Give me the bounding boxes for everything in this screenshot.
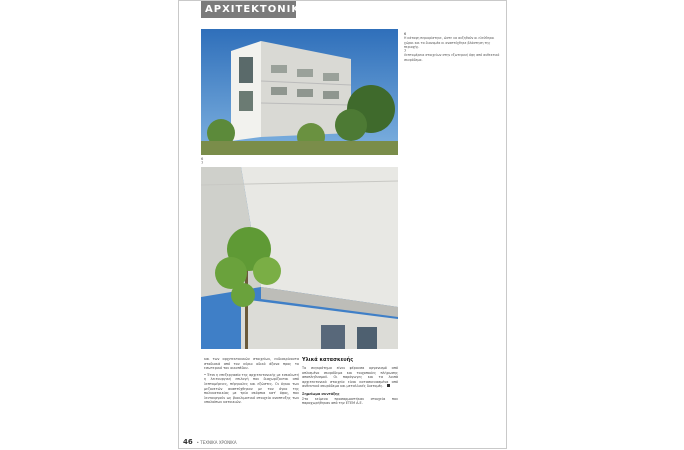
materials-text: Το συγκρότημα είναι φέρουσα οργανισμό από οπλισμένο σκυρόδεμα και τοιχοποιίες πλήρωσης αποπληθυσμού. Οι παράγωγες και τα λοιπά αρχιτεκτονικά στοιχεία είναι κατασκευασμένα από ανθεκτικό σκυρόδεμα και μεταλλικές διατομές.: [302, 366, 398, 389]
end-mark-icon: [387, 384, 390, 387]
magazine-name: • ΤΕΧΝΙΚΑ ΧΡΟΝΙΚΑ: [196, 440, 237, 445]
caption-number-6: 6: [404, 32, 407, 36]
photo-label-7: 7: [201, 161, 204, 165]
photo-label-6: 6: [201, 157, 204, 161]
magazine-page: [178, 0, 507, 449]
caption-number-7: 7: [404, 49, 407, 54]
caption-text-7: Λεπτομέρεια στοιχείων στην εξωτερική όψη από ανθεκτικό σκυρόδεμα.: [404, 53, 500, 62]
detail-photo-svg: [201, 167, 398, 349]
body-paragraph-2-wrapper: [204, 373, 299, 405]
materials-paragraph: [302, 366, 398, 389]
building-photo-detail: [201, 167, 398, 349]
body-column-right: [302, 357, 398, 406]
body-paragraph-2: Έτσι η επεξεργασία της αρχιτεκτονικής με εσκαλωτή η λειτουργική επιλογή που διαχωρίζονται από λεπτομέρειες, πέργκολες και εξώστες. Οι όγκοι των μεζονετών αναπτύχθηκαν με τον όγκο της πολυκατοικίας με τρία σκόρπια κατ' όψος, που λειτουργούν ως βιοκλιματικό στοιχείο αναπτυξης των υπολοίπων κατοικιών.: [204, 372, 299, 405]
bullet-marker: •: [204, 372, 206, 377]
body-column-left: [204, 357, 299, 405]
section-tab: ΑΡΧΙΤΕΚΤΟΝΙΚΗ: [201, 1, 296, 18]
building-photo-svg: [201, 29, 398, 155]
materials-heading: Υλικά κατασκευής: [302, 357, 354, 363]
building-photo-exterior: [201, 29, 398, 155]
photo-caption: [404, 32, 500, 62]
editor-note-title: Σημείωμα συντάξης: [302, 391, 340, 396]
editor-note-text: Στο κείμενο προσαρμοστήκαν στοιχεία που παραχωρήθηκαν από την ETEM A.E.: [302, 396, 398, 406]
body-paragraph-1: και των αρχιτεκτονικών στοιχείων, ευδιακρίνοντα σταδιακά από τον κύριο οδικό άξονα προς το εσωτερικό του οικοπέδου.: [204, 357, 299, 371]
page-number: 46: [183, 438, 193, 446]
page-footer: [183, 438, 237, 446]
caption-text-6: Η κάτοψη περιορίστηκε, ώστε να αυξηθούν οι ελεύθεροι χώροι και τα διανομέα κι αναπτύχθηκε βλάστηση της περιοχής.: [404, 36, 495, 49]
